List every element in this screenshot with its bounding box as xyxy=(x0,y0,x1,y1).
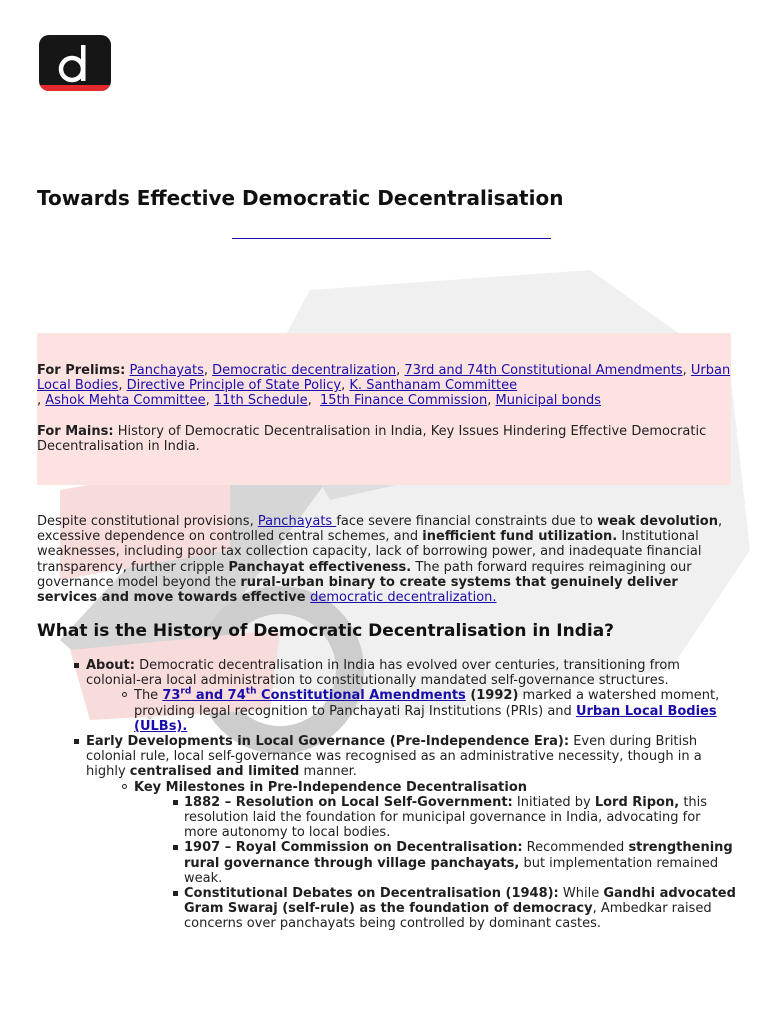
milestone-bold: Lord Ripon, xyxy=(594,794,680,810)
early-text: Even during British colonial rule, local self-governance was recognised as an administrative necessity, though in a highly xyxy=(86,734,702,780)
early-label: Early Developments in Local Governance (Pre-Independence Era): xyxy=(86,734,570,750)
about-text: Democratic decentralisation in India has evolved over centuries, transitioning from colonial-era local administration to constitutionally mandated self-governance structures. xyxy=(86,658,680,689)
milestone-text: Initiated by xyxy=(512,794,595,810)
link-part: and 74 xyxy=(191,688,246,704)
intro-text: face severe financial constraints due to xyxy=(336,514,598,529)
milestone-text: but implementation remained weak. xyxy=(184,855,719,886)
link-panchayats[interactable]: Panchayats xyxy=(129,363,204,378)
list-item-1882 xyxy=(184,795,736,841)
intro-text: Despite constitutional provisions, xyxy=(37,514,258,529)
d-logo-icon xyxy=(39,35,111,91)
syllabus-box xyxy=(37,333,731,485)
link-part: Constitutional Amendments xyxy=(256,688,466,704)
list-item-milestones xyxy=(134,780,736,932)
link-73-74-constitutional-amendments[interactable] xyxy=(162,688,465,703)
milestone-text: Recommended xyxy=(522,840,629,856)
intro-bold: rural-urban binary to create systems that genuinely deliver services and move towards effective xyxy=(37,574,678,606)
intro-link-panchayats[interactable]: Panchayats xyxy=(257,514,337,529)
drishti-logo[interactable] xyxy=(39,35,111,91)
logo-accent-bar xyxy=(39,85,111,91)
intro-paragraph xyxy=(37,514,731,605)
list-item-1948 xyxy=(184,886,736,932)
prelims-label: For Prelims: xyxy=(37,363,126,378)
list-item-1907 xyxy=(184,840,736,886)
section-heading: What is the History of Democratic Decentralisation in India? xyxy=(37,621,615,641)
early-bold: centralised and limited xyxy=(129,764,300,780)
sub-text: The xyxy=(134,688,163,704)
intro-text: Institutional weaknesses, including poor tax collection capacity, lack of borrowing power, and inadequate financial transparency, further cripple xyxy=(37,529,702,575)
milestone-bold: Gandhi advocated Gram Swaraj (self-rule) as the foundation of democracy xyxy=(184,886,736,917)
history-list xyxy=(86,658,736,932)
intro-text: , excessive dependence on controlled central schemes, and xyxy=(37,514,723,545)
link-municipal-bonds[interactable]: Municipal bonds xyxy=(495,393,601,409)
milestone-text: While xyxy=(558,886,604,902)
title-underline-link[interactable] xyxy=(232,238,551,239)
prelims-paragraph: For Prelims: Panchayats, Democratic decentralization, 73rd and 74th Constitutional Amendments, Urban Local Bodies, Directive Principle of State Policy, K. Santhanam Committee , Ashok Mehta Committee, 11th Schedule, 15th Finance Commission, Municipal bonds xyxy=(37,363,731,409)
milestone-text: this resolution laid the foundation for municipal governance in India, advocating for more autonomy to local bodies. xyxy=(184,794,708,841)
link-73-74-amendments[interactable]: 73rd and 74th Constitutional Amendments xyxy=(404,363,683,378)
link-ulbs-text: Urban Local Bodies (ULBs). xyxy=(134,703,717,734)
sup-th: th xyxy=(245,687,257,698)
mains-paragraph xyxy=(37,424,731,454)
mains-label: For Mains: xyxy=(37,424,114,439)
year-1992: (1992) xyxy=(465,688,519,704)
link-ashok-mehta-committee[interactable]: Ashok Mehta Committee xyxy=(45,393,206,409)
intro-link-democratic-decentralization[interactable]: democratic decentralization. xyxy=(310,590,497,606)
link-democratic-decentralization[interactable]: Democratic decentralization xyxy=(212,363,397,378)
list-item-early-developments xyxy=(86,734,736,932)
milestone-title: 1882 – Resolution on Local Self-Government: xyxy=(184,794,513,810)
intro-bold: inefficient fund utilization. xyxy=(422,529,618,545)
milestone-bold: strengthening rural governance through village panchayats, xyxy=(184,840,733,871)
list-item-amendments xyxy=(134,688,736,734)
page-title: Towards Effective Democratic Decentralisation xyxy=(37,186,564,210)
link-urban-local-bodies[interactable]: Urban Local Bodies xyxy=(37,363,731,394)
milestone-title: 1907 – Royal Commission on Decentralisation: xyxy=(184,840,523,856)
intro-text: The path forward requires reimagining our governance model beyond the xyxy=(37,559,692,590)
link-11th-schedule[interactable]: 11th Schedule xyxy=(213,393,308,409)
link-part: 73 xyxy=(162,688,181,704)
milestones-label: Key Milestones in Pre-Independence Decentralisation xyxy=(134,779,528,795)
intro-bold: weak devolution xyxy=(597,514,718,529)
list-item-about xyxy=(86,658,736,734)
link-15th-finance-commission[interactable]: 15th Finance Commission xyxy=(320,393,488,409)
sup-rd: rd xyxy=(180,687,192,698)
link-santhanam-committee[interactable]: K. Santhanam Committee xyxy=(349,378,518,394)
sub-text: marked a watershed moment, providing legal recognition to Panchayati Raj Institutions (PRIs) and xyxy=(134,688,720,719)
about-label: About: xyxy=(86,658,135,673)
milestone-title: Constitutional Debates on Decentralisation (1948): xyxy=(184,886,559,902)
mains-text: History of Democratic Decentralisation in India, Key Issues Hindering Effective Democratic Decentralisation in India. xyxy=(37,424,707,455)
link-dpsp[interactable]: Directive Principle of State Policy xyxy=(126,378,342,394)
intro-bold: Panchayat effectiveness. xyxy=(228,559,412,575)
milestone-text: , Ambedkar raised concerns over panchayats being controlled by dominant castes. xyxy=(184,901,712,932)
early-text: manner. xyxy=(299,764,357,780)
